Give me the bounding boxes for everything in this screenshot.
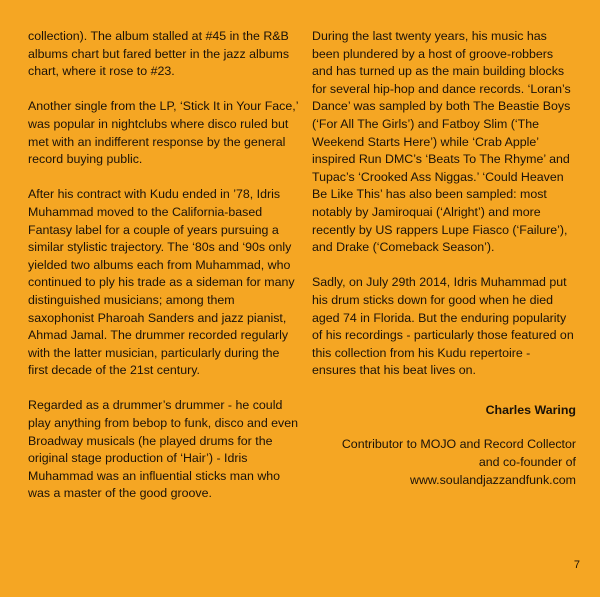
left-paragraph-1: collection). The album stalled at #45 in the R&B albums chart but fared better in the jazz albums chart, where it rose to #23. [28, 29, 290, 79]
author-name: Charles Waring [485, 402, 576, 417]
right-paragraph-2: Sadly, on July 29th 2014, Idris Muhammad put his drum sticks down for good when he died aged 74 in Florida. But the enduring popularity of his recordings - particularly those featured on this collection from his Kudu repertoire - ensures that his beat lives on. [312, 275, 574, 378]
page-number: 7 [573, 559, 580, 572]
left-paragraph-2: Another single from the LP, ‘Stick It in Your Face,’ was popular in nightclubs where disco ruled but met with an indifferent response by the general record buying public. [28, 99, 298, 167]
left-paragraph-3: After his contract with Kudu ended in ’78, Idris Muhammad moved to the California-based Fantasy label for a couple of years pursuing a similar stylistic trajectory. The ‘80s and ‘90s only yielded two albums each from Muhammad, who continued to ply his trade as a sideman for many distinguished musicians; among them saxophonist Pharoah Sanders and jazz pianist, Ahmad Jamal. The drummer recorded regularly with the latter musician, particularly during the first decade of the 21st century. [28, 187, 295, 378]
author-credit-line-1: Contributor to MOJO and Record Collector [341, 437, 576, 452]
author-credit-line-2: and co-founder of [478, 455, 576, 470]
left-column [28, 28, 300, 521]
right-column [312, 28, 576, 489]
author-signature [312, 402, 576, 489]
right-paragraph-1: During the last twenty years, his music has been plundered by a host of groove-robbers and has turned up as the main building blocks for several hip-hop and dance records. ‘Loran’s Dance’ was sampled by both The Beastie Boys (‘For All The Girls’) and Fatboy Slim (‘The Weekend Starts Here’) while ‘Crab Apple’ inspired Run DMC’s ‘Beats To The Rhyme’ and Tupac’s ‘Crooked Ass Niggas.’ ‘Could Heaven Be Like This’ has also been sampled: most notably by Jamiroquai (‘Alright’) and more recently by US rappers Lupe Fiasco (‘Failure’), and Drake (‘Comeback Season’). [312, 29, 571, 255]
left-paragraph-4: Regarded as a drummer’s drummer - he could play anything from bebop to funk, disco and even Broadway musicals (he played drums for the original stage production of ‘Hair’) - Idris Muhammad was an influential sticks man who was a master of the good groove. [28, 398, 299, 501]
author-website: www.soulandjazzandfunk.com [410, 472, 576, 487]
